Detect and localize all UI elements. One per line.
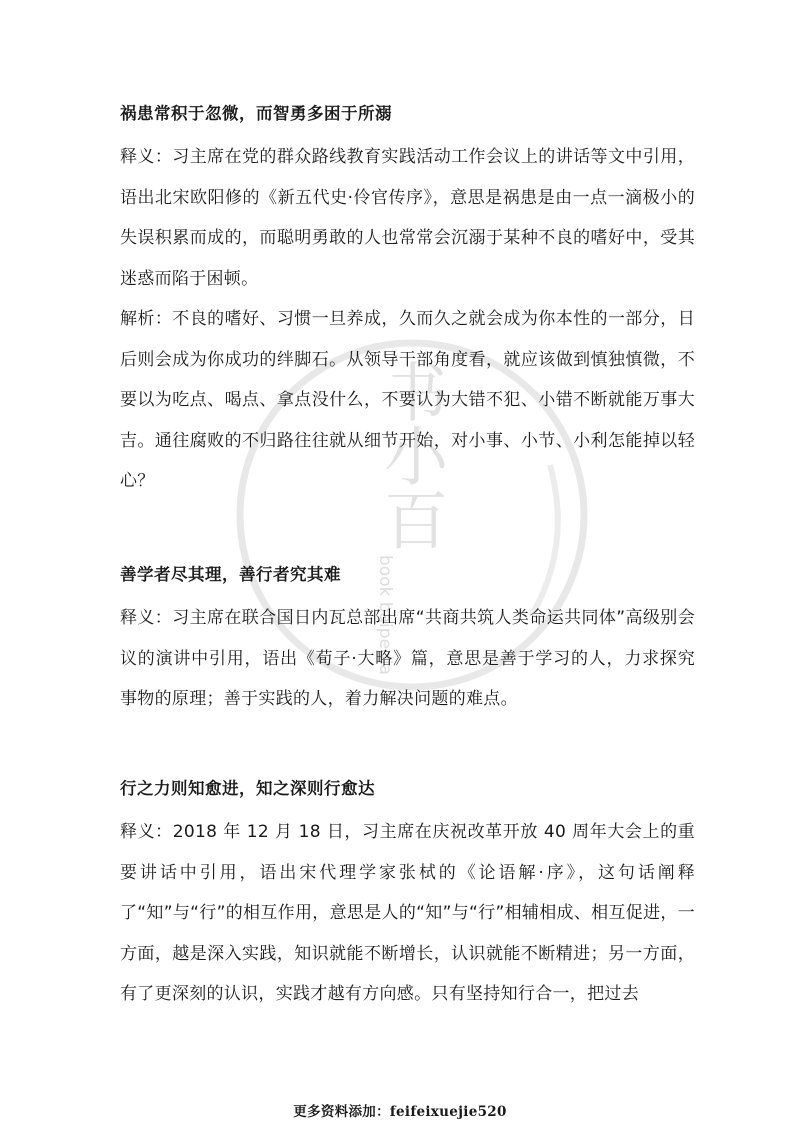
watermark-main-text: 书小百 [373, 359, 447, 551]
paragraph-analysis: 解析：不良的嗜好、习惯一旦养成，久而久之就会成为你本性的一部分，日后则会成为你成功的绊脚石。从领导干部角度看，就应该做到慎独慎微，不要以为吃点、喝点、拿点没什么，不要认为大错不犯、小错不断就能万事大吉。通往腐败的不归路往往就从细节开始，对小事、小节、小利怎能掉以轻心？ [120, 309, 695, 491]
paragraph-interpretation: 释义：习主席在党的群众路线教育实践活动工作会议上的讲话等文中引用，语出北宋欧阳修的《新五代史·伶官传序》，意思是祸患是由一点一滴极小的失误积累而成的，而聪明勇敢的人也常常会沉溺于某种不良的嗜好中，受其迷惑而陷于困顿。 [120, 147, 695, 289]
section-heading: 祸患常积于忽微，而智勇多困于所溺 [120, 104, 392, 123]
section-heading: 善学者尽其理，善行者究其难 [120, 565, 341, 584]
section-2 [120, 563, 695, 720]
section-1 [120, 102, 695, 502]
footer-label: 更多资料添加： [293, 1104, 390, 1120]
watermark-sub-text: book baipedia [375, 555, 395, 675]
section-3 [120, 777, 695, 1015]
paragraph-interpretation: 释义：习主席在联合国日内瓦总部出席“共商共筑人类命运共同体”高级别会议的演讲中引用，语出《荀子·大略》篇，意思是善于学习的人，力求探究事物的原理；善于实践的人，着力解决问题的难点。 [120, 608, 695, 709]
paragraph-interpretation: 释义：2018 年 12 月 18 日，习主席在庆祝改革开放 40 周年大会上的重要讲话中引用，语出宋代理学家张栻的《论语解·序》，这句话阐释了“知”与“行”的相互作用，意思是人的“知”与“行”相辅相成、相互促进，一方面，越是深入实践，知识就能不断增长，认识就能不断精进；另一方面，有了更深刻的认识，实践才越有方向感。只有坚持知行合一，把过去 [120, 822, 695, 1004]
section-heading: 行之力则知愈进，知之深则行愈达 [120, 779, 375, 798]
footer-contact: feifeixuejie520 [389, 1104, 507, 1120]
footer-note [0, 1100, 800, 1120]
